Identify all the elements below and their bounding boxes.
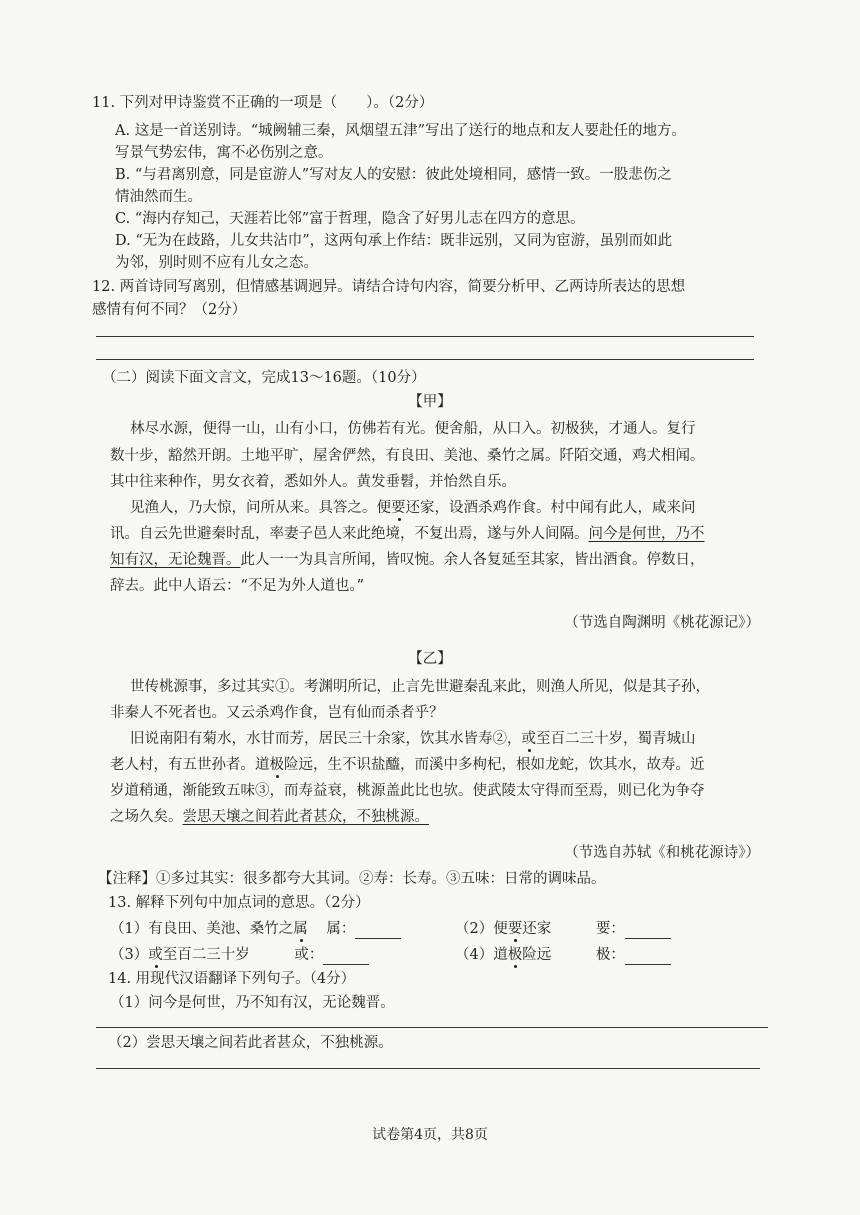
- q12-stem-line1: 12. 两首诗同写离别，但情感基调迥异。请结合诗句内容，简要分析甲、乙两诗所表达的思想: [92, 279, 686, 295]
- passage-yi-source: （节选自苏轼《和桃花源诗》）: [564, 845, 760, 861]
- q11-option-a-line2: 写景气势宏伟，寓不必伤别之意。: [115, 145, 333, 161]
- passage-yi-line6: 之场久矣。尝思天壤之间若此者甚众，不独桃源。: [110, 809, 429, 825]
- passage-jia-source: （节选自陶渊明《桃花源记》）: [564, 615, 760, 631]
- q11-option-b-line2: 情油然而生。: [115, 189, 202, 205]
- page-footer: 试卷第4页，共8页: [372, 1127, 488, 1143]
- dotted-word-shu: 属: [293, 921, 308, 937]
- dotted-word-ji: 极: [269, 757, 284, 773]
- q11-option-b-line1: B. “与君离别意，同是宦游人”写对友人的安慰：彼此处境相同，感情一致。一股悲伤之: [115, 167, 672, 183]
- passage-yi-line4: 老人村，有五世孙者。道极险远，生不识盐醯，而溪中多枸杞，根如龙蛇，饮其水，故寿。近: [110, 757, 705, 773]
- dotted-word-yao-q13: 要: [507, 921, 523, 937]
- passage-yi-title: 【乙】: [408, 651, 452, 667]
- passage-jia-line2: 数十步，豁然开朗。土地平旷，屋舍俨然，有良田、美池、桑竹之属。阡陌交通，鸡犬相闻。: [110, 448, 705, 464]
- q11-option-d-line1: D. “无为在歧路，儿女共沾巾”，这两句承上作结：既非远别，又同为宦游，虽别而如此: [115, 233, 673, 249]
- passage-yi-line3: 旧说南阳有菊水，水甘而芳，居民三十余家，饮其水皆寿②，或至百二三十岁，蜀青城山: [130, 731, 696, 747]
- q14-answer-line-2[interactable]: [96, 1068, 760, 1069]
- q13-item4: （4）道极险远 极：: [455, 945, 671, 965]
- passage-jia-line4: 见渔人，乃大惊，问所从来。具答之。便要还家，设酒杀鸡作食。村中闻有此人，咸来问: [130, 500, 696, 516]
- passage-jia-title: 【甲】: [408, 394, 452, 410]
- q13-blank-2[interactable]: [625, 924, 671, 939]
- underlined-sentence-yi: 尝思天壤之间若此者甚众，不独桃源。: [182, 809, 429, 825]
- q14-stem: 14. 用现代汉语翻译下列句子。（4分）: [108, 971, 356, 987]
- dotted-word-huo-q13: 或: [148, 947, 163, 963]
- passage-jia-line6: 知有汉，无论魏晋。此人一一为具言所闻，皆叹惋。余人各复延至其家，皆出酒食。停数日，: [110, 552, 705, 568]
- q13-item2: （2）便要还家 要：: [455, 919, 671, 939]
- q12-stem-line2: 感情有何不同？（2分）: [92, 302, 247, 318]
- q14-answer-line-1[interactable]: [96, 1027, 768, 1028]
- passage-jia-line7: 辞去。此中人语云：“不足为外人道也。”: [110, 578, 365, 594]
- q13-item1: （1）有良田、美池、桑竹之属 属：: [110, 919, 401, 939]
- q11-option-c: C. “海内存知己，天涯若比邻”富于哲理，隐含了好男儿志在四方的意思。: [115, 211, 585, 227]
- q14-sentence1: （1）问今是何世，乃不知有汉，无论魏晋。: [110, 995, 395, 1011]
- passage-jia-line3: 其中往来种作，男女衣着，悉如外人。黄发垂髫，并怡然自乐。: [110, 474, 516, 490]
- underlined-sentence-part2: 知有汉，无论魏晋。: [110, 552, 241, 568]
- underlined-sentence-part1: 问今是何世，乃不: [588, 526, 705, 542]
- annotation-notes: 【注释】①多过其实：很多都夸大其词。②寿：长寿。③五味：日常的调味品。: [98, 871, 606, 887]
- section-heading: （二）阅读下面文言文，完成13～16题。（10分）: [102, 370, 426, 386]
- dotted-word-huo: 或: [521, 731, 536, 747]
- q11-stem: 11. 下列对甲诗鉴赏不正确的一项是（ ）。（2分）: [92, 95, 434, 111]
- q13-blank-1[interactable]: [355, 924, 401, 939]
- passage-jia-line5: 讯。自云先世避秦时乱，率妻子邑人来此绝境，不复出焉，遂与外人间隔。问今是何世，乃不: [110, 526, 705, 542]
- passage-yi-line2: 非秦人不死者也。又云杀鸡作食，岂有仙而杀者乎？: [110, 705, 444, 721]
- q12-answer-line-1[interactable]: [96, 336, 754, 337]
- q13-blank-3[interactable]: [323, 950, 369, 965]
- passage-yi-line5: 岁道稍通，渐能致五味③，而寿益衰，桃源盖此比也欤。使武陵太守得而至焉，则已化为争夺: [110, 783, 705, 799]
- passage-jia-line1: 林尽水源，便得一山，山有小口，仿佛若有光。便舍船，从口入。初极狭，才通人。复行: [130, 421, 696, 437]
- q13-blank-4[interactable]: [625, 950, 671, 965]
- q11-option-d-line2: 为邻，别时则不应有儿女之态。: [115, 255, 318, 271]
- q11-option-a-line1: A. 这是一首送别诗。“城阙辅三秦，风烟望五津”写出了送行的地点和友人要赴任的地方。: [115, 123, 687, 139]
- q13-item3: （3）或至百二三十岁 或：: [110, 945, 369, 965]
- q14-sentence2: （2）尝思天壤之间若此者甚众，不独桃源。: [108, 1035, 393, 1051]
- q12-answer-line-2[interactable]: [96, 359, 754, 360]
- dotted-word-ji-q13: 极: [507, 947, 523, 963]
- passage-yi-line1: 世传桃源事，多过其实①。考渊明所记，止言先世避秦乱来此，则渔人所见，似是其子孙，: [130, 679, 710, 695]
- dotted-word-yao: 要: [391, 500, 406, 516]
- q13-stem: 13. 解释下列句中加点词的意思。（2分）: [108, 895, 370, 911]
